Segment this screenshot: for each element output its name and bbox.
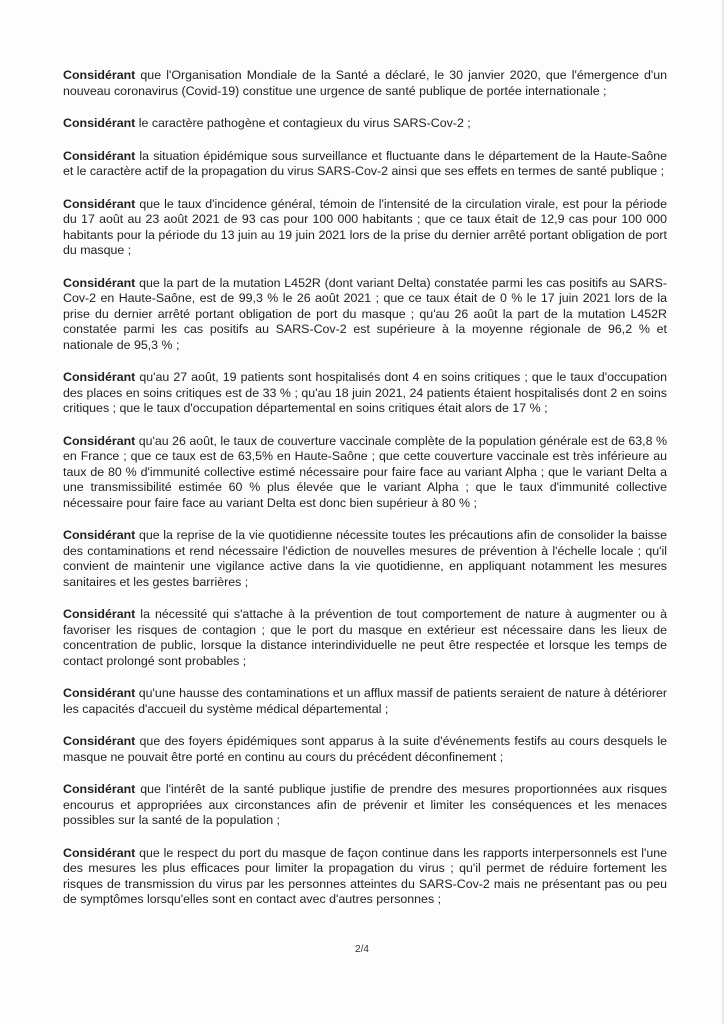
- document-body: [63, 68, 667, 925]
- considerant-keyword: Considérant: [63, 734, 136, 748]
- page-number: 2/4: [355, 944, 369, 955]
- paragraph-text: que la reprise de la vie quotidienne nécessite toutes les précautions afin de consolider la baisse des contaminations et rend nécessaire l'édiction de nouvelles mesures de prévention à l'échelle locale ; qu'il convient de maintenir une vigilance active dans la vie quotidienne, en appliquant notamment les mesures sanitaires et les gestes barrières ;: [63, 528, 667, 589]
- paragraph-text: la situation épidémique sous surveillance et fluctuante dans le département de la Haute-Saône et le caractère actif de la propagation du virus SARS-Cov-2 ainsi que ses effets en termes de santé publique ;: [63, 148, 667, 178]
- considerant-keyword: Considérant: [63, 845, 136, 860]
- paragraph-text: la nécessité qui s'attache à la prévention de tout comportement de nature à augmenter ou à favoriser les risques de contagion ; que le port du masque en extérieur est nécessaire dans les lieux de concentration de public, lorsque la distance interindividuelle ne peut être respectée et lorsque les temps de contact prolongé sont probables ;: [63, 607, 667, 668]
- considerant-keyword: Considérant: [63, 433, 136, 448]
- paragraph-text: que la part de la mutation L452R (dont variant Delta) constatée parmi les cas positifs au SARS-Cov-2 en Haute-Saône, est de 99,3 % le 26 août 2021 ; que ce taux était de 0 % le 17 juin 2021 lors de la prise du dernier arrêté portant obligation de port du masque ; qu'au 26 août la part de la mutation L452R constatée parmi les cas positifs au SARS-Cov-2 est supérieure à la moyenne régionale de 96,2 % et nationale de 95,3 % ;: [63, 275, 667, 352]
- considerant-paragraph: [63, 276, 667, 354]
- paragraph-text: que le taux d'incidence général, témoin de l'intensité de la circulation virale, est pour la période du 17 août au 23 août 2021 de 93 cas pour 100 000 habitants ; que ce taux était de 12,9 cas pour 100 000 habitants pour la période du 13 juin au 19 juin 2021 lors de la prise du dernier arrêté portant obligation de port du masque ;: [63, 196, 667, 257]
- paragraph-text: que l'Organisation Mondiale de la Santé a déclaré, le 30 janvier 2020, que l'émergence d'un nouveau coronavirus (Covid-19) constitue une urgence de santé publique de portée internationale ;: [63, 68, 667, 98]
- considerant-paragraph: [63, 149, 667, 180]
- considerant-keyword: Considérant: [63, 68, 136, 82]
- paragraph-text: qu'au 27 août, 19 patients sont hospitalisés dont 4 en soins critiques ; que le taux d'occupation des places en soins critiques est de 33 % ; qu'au 18 juin 2021, 24 patients étaient hospitalisés dont 2 en soins critiques ; que le taux d'occupation départemental en soins critiques était alors de 17 % ;: [63, 370, 667, 415]
- considerant-keyword: Considérant: [63, 607, 136, 621]
- considerant-keyword: Considérant: [63, 116, 136, 130]
- considerant-paragraph: [63, 686, 667, 717]
- considerant-paragraph: [63, 434, 667, 512]
- considerant-paragraph: [63, 116, 667, 132]
- paragraph-text: le caractère pathogène et contagieux du virus SARS-Cov-2 ;: [135, 116, 471, 130]
- considerant-paragraph: [63, 370, 667, 417]
- considerant-keyword: Considérant: [63, 148, 136, 163]
- paragraph-text: que des foyers épidémiques sont apparus à la suite d'événements festifs au cours desquels le masque ne pouvait être porté en continu au cours du précédent déconfinement ;: [63, 734, 667, 764]
- considerant-keyword: Considérant: [63, 782, 136, 796]
- considerant-paragraph: [63, 197, 667, 259]
- considerant-keyword: Considérant: [63, 196, 136, 211]
- considerant-paragraph: [63, 782, 667, 829]
- paragraph-text: qu'une hausse des contaminations et un afflux massif de patients seraient de nature à détériorer les capacités d'accueil du système médical départemental ;: [63, 686, 667, 716]
- considerant-paragraph: [63, 68, 667, 99]
- paragraph-text: qu'au 26 août, le taux de couverture vaccinale complète de la population générale est de 63,8 % en France ; que ce taux est de 63,5% en Haute-Saône ; que cette couverture vaccinale est très inférieure au taux de 80 % d'immunité collective estimé nécessaire pour faire face au variant Alpha ; que le variant Delta a une transmissibilité estimée 60 % plus élevée que le variant Alpha ; que le taux d'immunité collective nécessaire pour faire face au variant Delta est donc bien supérieur à 80 % ;: [63, 433, 667, 510]
- considerant-paragraph: [63, 528, 667, 590]
- paragraph-text: que l'intérêt de la santé publique justifie de prendre des mesures proportionnées aux risques encourus et appropriées aux circonstances afin de prévenir et limiter les conséquences et les menaces possibles sur la santé de la population ;: [63, 782, 667, 827]
- considerant-paragraph: [63, 734, 667, 765]
- considerant-paragraph: [63, 846, 667, 908]
- considerant-keyword: Considérant: [63, 686, 136, 700]
- considerant-keyword: Considérant: [63, 275, 136, 290]
- considerant-paragraph: [63, 607, 667, 669]
- considerant-keyword: Considérant: [63, 528, 136, 542]
- paragraph-text: que le respect du port du masque de façon continue dans les rapports interpersonnels est l'une des mesures les plus efficaces pour limiter la propagation du virus ; qu'il permet de réduire fortement les risques de transmission du virus par les personnes atteintes du SARS-Cov-2 mais ne présentant pas ou peu de symptômes lorsqu'elles sont en contact avec d'autres personnes ;: [63, 845, 667, 906]
- considerant-keyword: Considérant: [63, 370, 136, 384]
